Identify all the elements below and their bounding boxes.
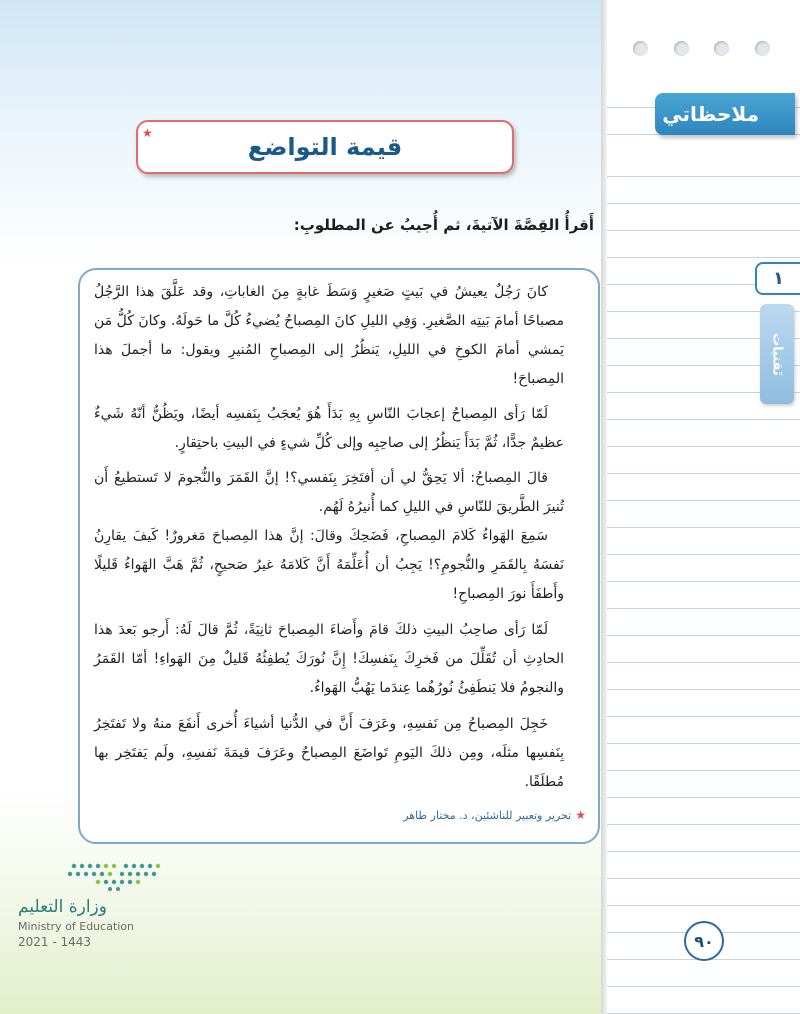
ministry-logo-icon — [66, 860, 162, 892]
binder-hole — [714, 41, 729, 56]
page-number: ٩٠ — [684, 921, 724, 961]
story-paragraph: قالَ المِصباحُ: ألا يَحِقُّ لي أن أفتَخِرَ بِنَفسي؟! إنَّ القَمَرَ والنُّجومَ لا تَستطيعُ أَن تُنيرَ الطَّريقَ للنّاسِ في الليلِ كما أُنيرُهُ لَهُم. — [94, 470, 564, 515]
story-paragraph: خَجِلَ المِصباحُ مِن نَفسِهِ، وعَرَفَ أَنَّ في الدُّنيا أشياءَ أُخرى أَنفَعَ منهُ ولا تَفتَخِرُ بِنَفسِها مثلَه، ومِن ذلكَ اليَومِ تَواضَعَ المِصباحُ وعَرَفَ قيمَةَ نَفسِهِ، ولَم يَفتَخِر بها مُطلَقًا. — [94, 716, 564, 790]
side-label-text: تَقنيات — [769, 332, 785, 376]
source-credit — [403, 808, 586, 822]
credit-text: تحرير وتعبير للناشئين، د. مختار طاهر — [403, 809, 572, 822]
page-title: قيمة التواضع — [136, 120, 514, 174]
notes-column — [607, 0, 800, 1014]
unit-side-label — [760, 304, 794, 404]
instruction-text: أَقرأُ القِصَّةَ الآتيةَ، ثم أُجيبُ عن المطلوبِ: — [293, 216, 594, 234]
unit-number-tab: ١ — [755, 262, 800, 295]
story-paragraph: كانَ رَجُلٌ يعيشُ في بَيتٍ صَغيرٍ وَسَطَ غابةٍ مِنَ الغاباتِ، وقد عَلَّقَ هذا الرَّجُلُ مصباحًا أمامَ بَيتِه الصَّغيرِ. وَفِي الليلِ كانَ المِصباحُ يُضيءُ كُلَّ ما حَولَهُ. وكانَ كُلُّ مَن يَمشي أمامَ الكوخِ في الليلِ، يَنظُرُ إلى المِصباحِ المُنيرِ ويقول: ما أجملَ هذا المِصباحَ! — [94, 284, 564, 387]
binder-hole — [674, 41, 689, 56]
story-paragraph: لَمّا رَأى صاحِبُ البيتِ ذلكَ قامَ وأَضاءَ المِصباحَ ثانِيَةً، ثُمَّ قالَ لَهُ: أَرجو بَعدَ هذا الحادِثِ أن تُقَلِّلَ من فَخرِكَ بِنَفسِكَ! إِنَّ نُورَكَ يُطفِئُهُ قَليلٌ مِنَ الهَواءِ! أمّا القَمَرُ والنجومُ فلا يَنطَفِئُ نُورُهُما عِندَما يَهُبُّ الهَواءُ. — [94, 622, 564, 696]
star-icon: ★ — [575, 808, 586, 822]
ministry-name-arabic: وزارة التعليم — [18, 897, 107, 917]
story-paragraph: سَمِعَ الهَواءُ كَلامَ المِصباحِ، فَضَحِكَ وقالَ: إنَّ هذا المِصباحَ مَغرورٌ! كَيفَ يقارِنُ نَفسَهُ بِالقَمَرِ والنُّجومِ؟! يَجِبُ أن أُعَلِّمَهُ أَنَّ كَلامَهُ غيرُ صَحيحٍ، ثُمَّ هَبَّ الهَواءُ قَليلًا وأَطفَأَ نورَ المِصباحِ! — [94, 528, 564, 602]
notes-title-tab: ملاحظاتي — [655, 93, 795, 135]
story-paragraph: لَمّا رَأى المِصباحُ إعجابَ النّاسِ بِهِ بَدَأَ هُوَ يُعجَبُ بِنَفسِه أيضًا، ويَظُنُّ أنّهُ شَيءٌ عظيمٌ جدًّا، ثُمَّ بَدَأَ يَنظُرُ إلى صاحِبِه وإلى كُلِّ شيءٍ في البيتِ باحتِقارٍ. — [94, 406, 564, 451]
edition-year: 2021 - 1443 — [18, 935, 92, 949]
binder-hole — [633, 41, 648, 56]
binder-hole — [755, 41, 770, 56]
ministry-name-english: Ministry of Education — [18, 920, 135, 933]
star-icon: ★ — [142, 126, 153, 140]
